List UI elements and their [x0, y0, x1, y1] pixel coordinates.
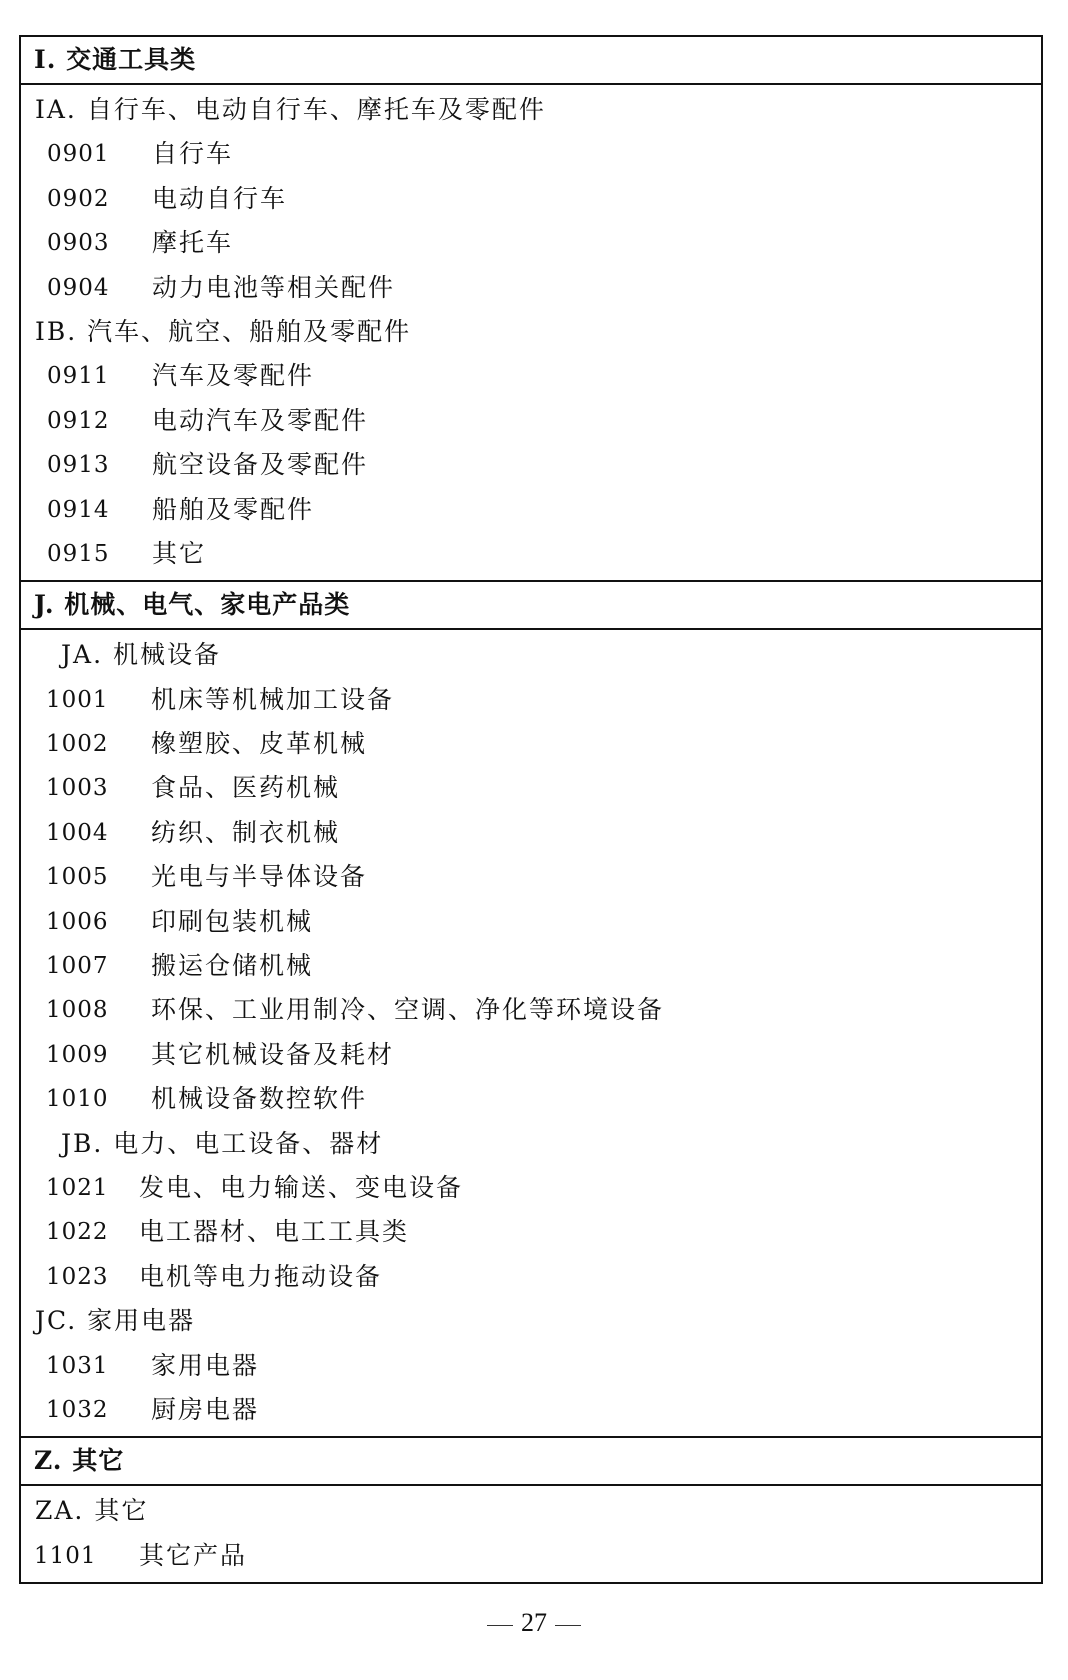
category-table	[19, 35, 1043, 1584]
list-item	[21, 944, 1041, 988]
item-text: 汽车及零配件	[152, 361, 315, 391]
item-text: 其它产品	[139, 1540, 248, 1570]
section-other	[21, 1436, 1041, 1582]
item-code: 1010	[46, 1086, 109, 1113]
item-code: 0901	[47, 141, 110, 168]
list-item	[21, 811, 1041, 855]
item-code: 1006	[46, 908, 109, 935]
list-item	[21, 678, 1041, 722]
item-code: 0913	[47, 452, 110, 479]
group-label	[21, 310, 1041, 354]
list-item	[21, 1255, 1041, 1299]
list-item	[21, 1077, 1041, 1121]
item-text: 发电、电力输送、变电设备	[139, 1172, 464, 1202]
list-item	[21, 1033, 1041, 1077]
item-text: 印刷包装机械	[151, 906, 314, 936]
list-item	[21, 132, 1041, 176]
item-code: 0904	[47, 274, 110, 301]
group-label-text: JC. 家用电器	[35, 1306, 196, 1336]
item-text: 机械设备数控软件	[151, 1084, 368, 1114]
item-text: 电动汽车及零配件	[152, 405, 369, 435]
list-item	[21, 488, 1041, 532]
item-code: 0903	[47, 230, 110, 257]
item-text: 食品、医药机械	[151, 773, 341, 803]
item-code: 1022	[46, 1219, 109, 1246]
item-code: 1004	[46, 819, 109, 846]
section-title: I. 交通工具类	[21, 37, 1041, 85]
item-text: 自行车	[152, 139, 234, 169]
list-item	[21, 1388, 1041, 1432]
group-label-text: JA. 机械设备	[61, 640, 221, 670]
list-item	[21, 266, 1041, 310]
item-text: 环保、工业用制冷、空调、净化等环境设备	[151, 995, 665, 1025]
section-title: Z. 其它	[21, 1438, 1041, 1486]
item-text: 纺织、制衣机械	[151, 817, 341, 847]
item-code: 1003	[46, 775, 109, 802]
item-code: 0902	[47, 185, 110, 212]
list-item	[21, 532, 1041, 576]
group-label-text: ZA. 其它	[35, 1496, 149, 1526]
item-code: 1001	[46, 686, 109, 713]
item-text: 航空设备及零配件	[152, 450, 369, 480]
page-number-dash	[555, 1625, 581, 1626]
list-item	[21, 722, 1041, 766]
list-item	[21, 900, 1041, 944]
item-code: 0914	[47, 496, 110, 523]
list-item	[21, 399, 1041, 443]
group-label	[21, 1299, 1041, 1343]
item-text: 家用电器	[151, 1350, 260, 1380]
list-item	[21, 766, 1041, 810]
item-text: 其它机械设备及耗材	[151, 1039, 395, 1069]
page-number-dash	[487, 1625, 513, 1626]
page-number	[0, 1608, 1068, 1638]
item-text: 其它	[152, 538, 207, 568]
list-item	[21, 1210, 1041, 1254]
section-title: J. 机械、电气、家电产品类	[21, 582, 1041, 630]
list-item	[21, 855, 1041, 899]
list-item	[21, 1534, 1041, 1578]
item-text: 电机等电力拖动设备	[139, 1261, 383, 1291]
item-code: 0911	[47, 363, 110, 390]
group-label	[21, 1122, 1041, 1166]
item-code: 0912	[47, 407, 110, 434]
list-item	[21, 443, 1041, 487]
section-transport	[21, 37, 1041, 580]
item-text: 电工器材、电工工具类	[139, 1217, 410, 1247]
item-code: 0915	[47, 540, 110, 567]
group-label	[21, 633, 1041, 677]
list-item	[21, 988, 1041, 1032]
group-label	[21, 88, 1041, 132]
item-text: 搬运仓储机械	[151, 951, 314, 981]
item-code: 1008	[46, 997, 109, 1024]
item-code: 1101	[34, 1542, 97, 1569]
section-machinery	[21, 580, 1041, 1436]
page-number-text: 27	[521, 1608, 547, 1637]
list-item	[21, 221, 1041, 265]
item-code: 1002	[46, 731, 109, 758]
list-item	[21, 1166, 1041, 1210]
item-code: 1007	[46, 953, 109, 980]
list-item	[21, 177, 1041, 221]
group-label	[21, 1489, 1041, 1533]
item-code: 1023	[46, 1263, 109, 1290]
item-code: 1005	[46, 864, 109, 891]
group-label-text: IA. 自行车、电动自行车、摩托车及零配件	[35, 95, 546, 124]
group-label-text: JB. 电力、电工设备、器材	[61, 1128, 384, 1158]
item-text: 电动自行车	[152, 183, 288, 213]
item-text: 动力电池等相关配件	[152, 272, 396, 302]
item-code: 1031	[46, 1352, 109, 1379]
item-text: 光电与半导体设备	[151, 862, 368, 892]
item-code: 1021	[46, 1174, 109, 1201]
item-code: 1032	[46, 1396, 109, 1423]
item-text: 厨房电器	[151, 1394, 260, 1424]
item-code: 1009	[46, 1041, 109, 1068]
list-item	[21, 1344, 1041, 1388]
item-text: 橡塑胶、皮革机械	[151, 729, 368, 759]
item-text: 机床等机械加工设备	[151, 684, 395, 714]
item-text: 摩托车	[152, 228, 234, 258]
item-text: 船舶及零配件	[152, 494, 315, 524]
list-item	[21, 354, 1041, 398]
group-label-text: IB. 汽车、航空、船舶及零配件	[35, 316, 412, 346]
